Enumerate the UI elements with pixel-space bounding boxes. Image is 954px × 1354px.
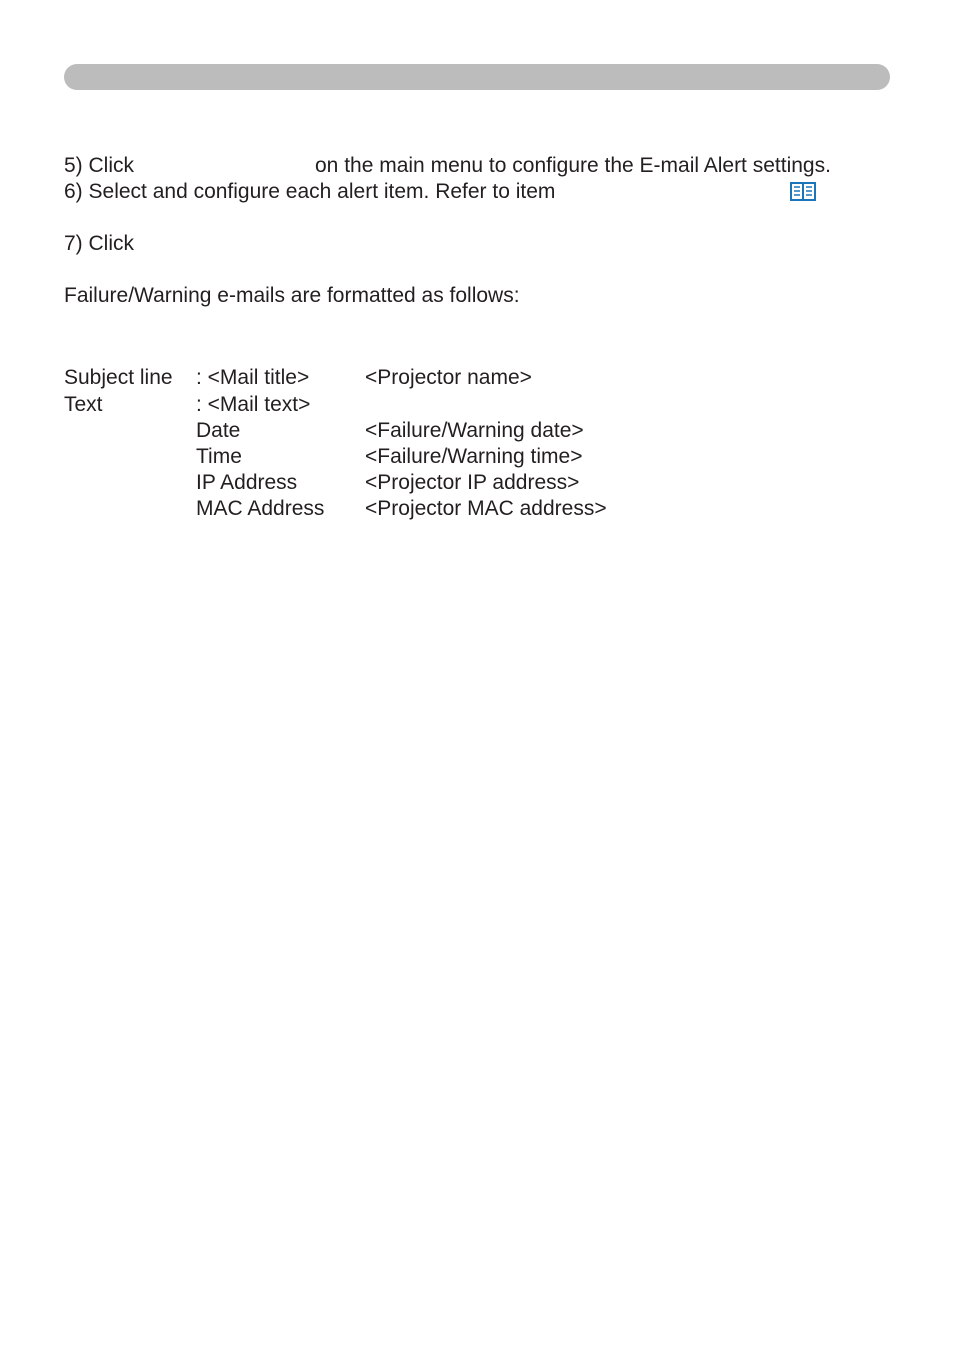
row-time-label: Time xyxy=(196,445,242,468)
row-mac-label: MAC Address xyxy=(196,497,325,520)
subject-line-label: Subject line xyxy=(64,366,173,389)
section-header-bar xyxy=(64,64,890,90)
step-5-suffix: on the main menu to configure the E-mail Alert settings. xyxy=(315,154,831,177)
step-7-text: 7) Click xyxy=(64,232,135,255)
row-ip-value: <Projector IP address> xyxy=(365,471,580,494)
step-6-text: 6) Select and configure each alert item. Refer to item xyxy=(64,180,556,203)
text-value: : <Mail text> xyxy=(196,393,311,416)
subject-line-value: : <Mail title> xyxy=(196,366,310,389)
text-label: Text xyxy=(64,393,103,416)
row-time-value: <Failure/Warning time> xyxy=(365,445,583,468)
row-ip-label: IP Address xyxy=(196,471,298,494)
subject-line-extra: <Projector name> xyxy=(365,366,532,389)
step-5-prefix: 5) Click xyxy=(64,154,135,177)
row-mac-value: <Projector MAC address> xyxy=(365,497,607,520)
row-date-label: Date xyxy=(196,419,241,442)
book-icon[interactable] xyxy=(790,182,816,202)
row-date-value: <Failure/Warning date> xyxy=(365,419,584,442)
format-intro: Failure/Warning e-mails are formatted as follows: xyxy=(64,284,520,307)
